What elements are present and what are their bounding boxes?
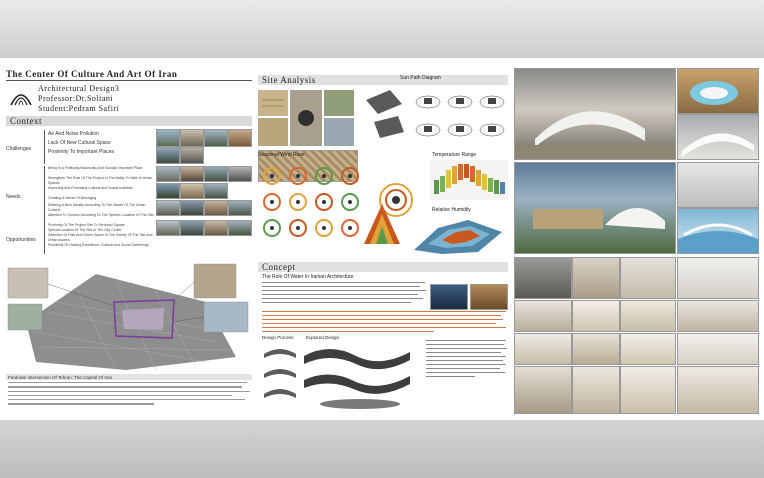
need-photo [228, 166, 252, 182]
opportunities-label: Opportunities [6, 237, 36, 243]
student-name: Student:Pedram Safiri [38, 104, 120, 113]
render-interior-12 [677, 333, 759, 365]
map-caption-body [8, 382, 252, 408]
poster-title: The Center Of Culture And Art Of Iran [6, 69, 178, 79]
need-photo [180, 200, 204, 216]
render-interior-11 [620, 333, 676, 365]
need-photo [228, 200, 252, 216]
opportunity-photo [204, 220, 228, 236]
humidity-chart [408, 214, 508, 256]
opportunity-item: Definition Of Park And Green Space In The Vicinity Of The Site And Urban Access [48, 233, 153, 242]
concept-text-orange [262, 311, 508, 335]
render-detail [677, 114, 759, 160]
render-exterior-large [514, 68, 676, 160]
concept-photo [430, 284, 468, 310]
need-photo [204, 166, 228, 182]
map-caption-title: Ferdowsi Intersection Of Tehran: The Capital Of Iran [8, 375, 113, 380]
render-waterfront [677, 208, 759, 254]
opportunity-item: Proximity Of The Project Site To Ferdowsi Square [48, 223, 125, 227]
context-header-bar [6, 116, 252, 126]
course-name: Architectural Design3 [38, 84, 120, 93]
render-interior-6 [572, 300, 620, 332]
render-interior-7 [620, 300, 676, 332]
temperature-title: Temperature Range [432, 152, 477, 158]
need-item: Strengthen The Role Of The Project In The Ability To Walk In Urban Spaces [48, 176, 153, 185]
need-photo [204, 183, 228, 199]
site-map-stack [258, 90, 356, 148]
challenge-item: Lack Of New Cultural Space [48, 140, 111, 146]
humidity-title: Relative Humidity [432, 207, 471, 213]
wind-rose-title: Seasonal Wind Rose [258, 152, 305, 158]
title-rule [6, 80, 252, 81]
design-process-diagrams [260, 342, 420, 412]
challenge-photo [228, 129, 252, 147]
needs-label: Needs [6, 194, 21, 200]
render-interior-9 [514, 333, 572, 365]
need-item: Being In A Politically,Historically And Socially Important Place [48, 166, 143, 170]
sun-path-diagrams [360, 82, 508, 148]
concept-text [262, 282, 428, 306]
render-aerial-pool [677, 68, 759, 114]
explored-design-label: Explored Design [306, 335, 340, 340]
temperature-chart [430, 160, 508, 200]
render-interior-14 [572, 366, 620, 414]
render-interior-5 [514, 300, 572, 332]
logo [9, 85, 33, 107]
need-photo [180, 166, 204, 182]
challenge-photo [156, 129, 180, 147]
challenge-photo [180, 129, 204, 147]
need-photo [180, 183, 204, 199]
opportunities-bracket [44, 224, 45, 254]
need-item: Creating A Sense Of Belonging [48, 196, 97, 200]
wind-3d-chart [360, 200, 404, 252]
top-frame [0, 0, 764, 58]
concept-description [426, 340, 508, 380]
render-street [514, 257, 572, 299]
render-interior-16 [677, 366, 759, 414]
context-heading: Context [10, 116, 42, 126]
design-process-label: Design Process [262, 335, 294, 340]
concept-header-bar [258, 262, 508, 272]
render-exterior-park [514, 162, 676, 254]
render-interior-3 [620, 257, 676, 299]
need-item: Attention To Tourism According To The Specific Location Of The Site [48, 213, 154, 217]
opportunity-item: Special Location Of The Site In The City Center [48, 228, 122, 232]
concept-heading: Concept [262, 262, 296, 272]
opportunity-photo [228, 220, 252, 236]
challenge-photo [180, 147, 204, 164]
bottom-frame [0, 420, 764, 478]
render-interior-1 [677, 162, 759, 208]
render-interior-8 [677, 300, 759, 332]
challenges-label: Challenges [6, 146, 32, 152]
sun-path-title: Sun Path Diagram [400, 75, 441, 81]
professor-name: Professor:Dr.Soltani [38, 94, 114, 103]
challenge-item: Proximity To Important Places [48, 149, 115, 155]
opportunity-item: Possibility Of Holding Exhibitions, Cultural And Social Gatherings [48, 243, 149, 247]
city-map [6, 262, 252, 372]
needs-bracket [44, 166, 45, 224]
concept-subheading: The Role Of Water In Iranian Architecture [262, 274, 354, 280]
challenge-photo [204, 129, 228, 147]
opportunity-photo [180, 220, 204, 236]
render-interior-4 [677, 257, 759, 299]
site-analysis-heading: Site Analysis [262, 75, 316, 85]
need-photo [156, 200, 180, 216]
need-photo [204, 200, 228, 216]
opportunity-photo [156, 220, 180, 236]
render-interior-10 [572, 333, 620, 365]
render-interior-15 [620, 366, 676, 414]
need-photo [156, 166, 180, 182]
need-item: Defining A New Identity According To The Values Of The Urban Context [48, 203, 146, 212]
challenge-photo [156, 147, 180, 164]
render-interior-2 [572, 257, 620, 299]
need-photo [156, 183, 180, 199]
challenges-bracket [44, 130, 45, 164]
challenge-item: Air And Noise Pollution [48, 131, 99, 137]
need-item: Improving And Promoting Cultural And Social Activities [48, 186, 133, 190]
render-interior-13 [514, 366, 572, 414]
concept-photo [470, 284, 508, 310]
